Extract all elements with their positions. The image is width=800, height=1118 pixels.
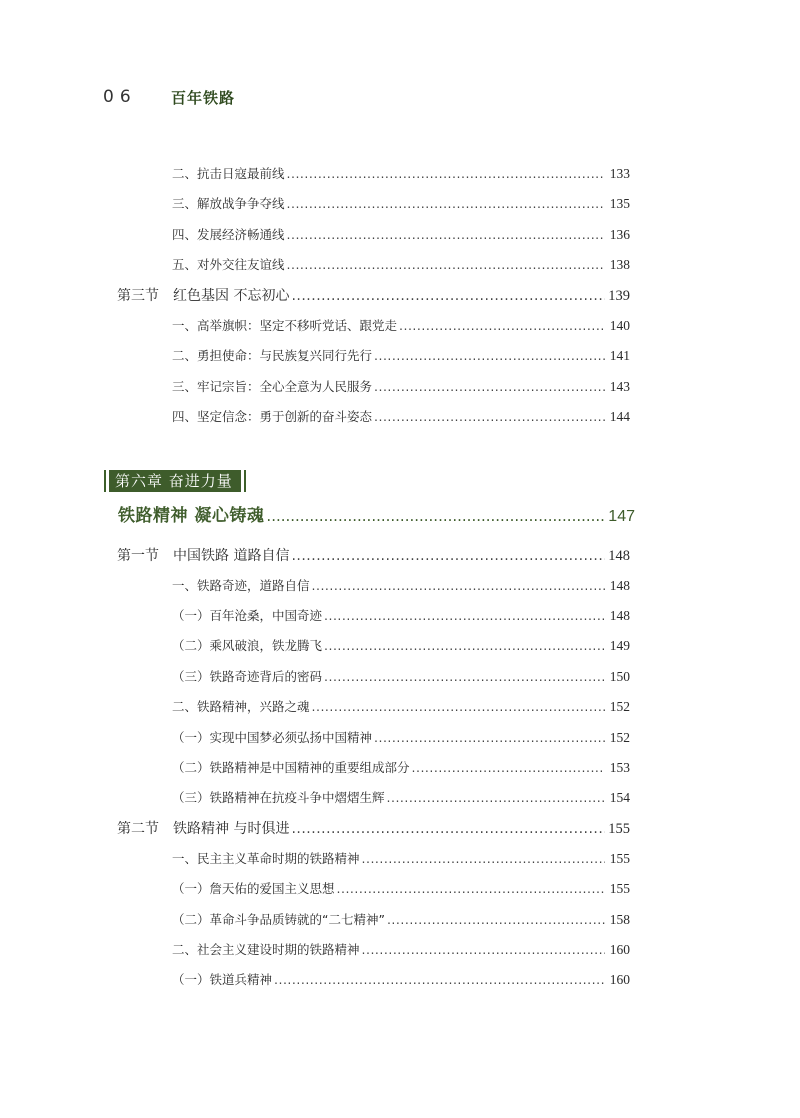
leader-dots	[374, 407, 605, 427]
toc-entry[interactable]	[172, 758, 630, 778]
leader-dots	[287, 194, 605, 214]
toc-entry-page: 152	[609, 730, 630, 745]
toc-entry-page: 149	[609, 638, 630, 653]
toc-entry-label: 五、对外交往友谊线	[172, 257, 285, 272]
chapter-banner-label: 第六章 奋进力量	[109, 470, 241, 492]
leader-dots	[387, 910, 605, 930]
leader-dots	[291, 819, 605, 839]
leader-dots	[387, 788, 605, 808]
toc-entry[interactable]	[172, 788, 630, 808]
toc-entry-label: 二、抗击日寇最前线	[172, 166, 285, 181]
toc-entry[interactable]	[172, 377, 630, 397]
leader-dots	[287, 164, 605, 184]
toc-entry[interactable]	[172, 606, 630, 626]
toc-section-entry[interactable]	[117, 819, 630, 839]
chapter-page: 147	[608, 508, 635, 525]
toc-entry-page: 148	[609, 578, 630, 593]
toc-entry-page: 158	[609, 912, 630, 927]
toc-entry[interactable]	[172, 667, 630, 687]
toc-section-entry[interactable]	[117, 546, 630, 566]
toc-entry-label: （二）乘风破浪，铁龙腾飞	[172, 638, 323, 653]
toc-entry-label: 第二节 铁路精神 与时俱进	[117, 821, 290, 837]
leader-dots	[362, 940, 605, 960]
toc-entry-label: 一、民主主义革命时期的铁路精神	[172, 851, 360, 866]
leader-dots	[337, 879, 605, 899]
toc-entry-page: 148	[609, 608, 630, 623]
leader-dots	[362, 849, 605, 869]
page-header	[103, 86, 235, 108]
toc-entry-page: 152	[609, 699, 630, 714]
toc-entry-page: 135	[609, 196, 630, 211]
toc-entry[interactable]	[172, 164, 630, 184]
leader-dots	[324, 667, 605, 687]
toc-entry-page: 133	[609, 166, 630, 181]
leader-dots	[274, 970, 605, 990]
leader-dots	[291, 286, 605, 306]
toc-entry[interactable]	[172, 910, 630, 930]
toc-entry-page: 154	[609, 790, 630, 805]
toc-entry-label: 三、解放战争争夺线	[172, 196, 285, 211]
toc-entry-page: 143	[609, 379, 630, 394]
toc-entry-label: 四、坚定信念：勇于创新的奋斗姿态	[172, 409, 373, 424]
toc-entry-page: 155	[609, 881, 630, 896]
toc-entry-page: 150	[609, 669, 630, 684]
toc-entry-label: 二、社会主义建设时期的铁路精神	[172, 942, 360, 957]
toc-section-entry[interactable]	[117, 286, 630, 306]
chapter-banner	[104, 470, 246, 492]
leader-dots	[312, 576, 605, 596]
toc-entry-page: 144	[609, 409, 630, 424]
toc-entry-label: （三）铁路精神在抗疫斗争中熠熠生辉	[172, 790, 385, 805]
toc-entry-page: 140	[609, 318, 630, 333]
leader-dots	[412, 758, 605, 778]
toc-entry-label: 四、发展经济畅通线	[172, 227, 285, 242]
leader-dots	[287, 225, 605, 245]
toc-entry-page: 160	[609, 972, 630, 987]
banner-bar-left	[104, 470, 106, 492]
toc-entry[interactable]	[172, 225, 630, 245]
book-title: 百年铁路	[171, 88, 236, 107]
leader-dots	[399, 316, 605, 336]
toc-entry[interactable]	[172, 576, 630, 596]
leader-dots	[291, 546, 605, 566]
toc-entry[interactable]	[172, 940, 630, 960]
toc-entry[interactable]	[172, 346, 630, 366]
toc-entry-label: 一、铁路奇迹，道路自信	[172, 578, 310, 593]
toc-entry-label: 第三节 红色基因 不忘初心	[117, 288, 290, 304]
toc-entry[interactable]	[172, 636, 630, 656]
toc-entry[interactable]	[172, 697, 630, 717]
toc-entry-page: 141	[609, 348, 630, 363]
toc-entry-label: （一）百年沧桑，中国奇迹	[172, 608, 323, 623]
toc-entry-page: 148	[608, 548, 630, 564]
toc-entry-label: （三）铁路奇迹背后的密码	[172, 669, 323, 684]
toc-entry-page: 160	[609, 942, 630, 957]
toc-entry[interactable]	[172, 316, 630, 336]
toc-entry[interactable]	[172, 194, 630, 214]
leader-dots	[266, 507, 606, 525]
toc-entry-label: （二）铁路精神是中国精神的重要组成部分	[172, 760, 410, 775]
toc-entry-label: 二、铁路精神，兴路之魂	[172, 699, 310, 714]
toc-entry-page: 155	[608, 821, 630, 837]
toc-entry-label: 第一节 中国铁路 道路自信	[117, 548, 290, 564]
toc-entry-label: 二、勇担使命：与民族复兴同行先行	[172, 348, 373, 363]
toc-entry-page: 153	[609, 760, 630, 775]
toc-entry-page: 138	[609, 257, 630, 272]
toc-entry[interactable]	[172, 728, 630, 748]
toc-entry-page: 155	[609, 851, 630, 866]
leader-dots	[324, 606, 605, 626]
leader-dots	[287, 255, 605, 275]
leader-dots	[374, 377, 605, 397]
leader-dots	[374, 346, 605, 366]
page-number: 06	[103, 87, 137, 107]
toc-entry[interactable]	[172, 849, 630, 869]
chapter-title: 铁路精神 凝心铸魂	[118, 506, 265, 526]
toc-entry-page: 136	[609, 227, 630, 242]
toc-entry[interactable]	[172, 255, 630, 275]
toc-entry-label: 三、牢记宗旨：全心全意为人民服务	[172, 379, 373, 394]
toc-entry-label: （一）实现中国梦必须弘扬中国精神	[172, 730, 373, 745]
toc-entry-label: （二）革命斗争品质铸就的“二七精神”	[172, 912, 385, 927]
toc-entry[interactable]	[172, 407, 630, 427]
toc-entry-label: （一）詹天佑的爱国主义思想	[172, 881, 335, 896]
leader-dots	[374, 728, 605, 748]
leader-dots	[312, 697, 605, 717]
chapter-heading-entry[interactable]	[118, 501, 635, 527]
banner-bar-right	[244, 470, 246, 492]
toc-entry-label: （一）铁道兵精神	[172, 972, 273, 987]
toc-entry[interactable]	[172, 970, 630, 990]
toc-entry-page: 139	[608, 288, 630, 304]
leader-dots	[324, 636, 605, 656]
toc-entry-label: 一、高举旗帜：坚定不移听党话、跟党走	[172, 318, 398, 333]
toc-entry[interactable]	[172, 879, 630, 899]
